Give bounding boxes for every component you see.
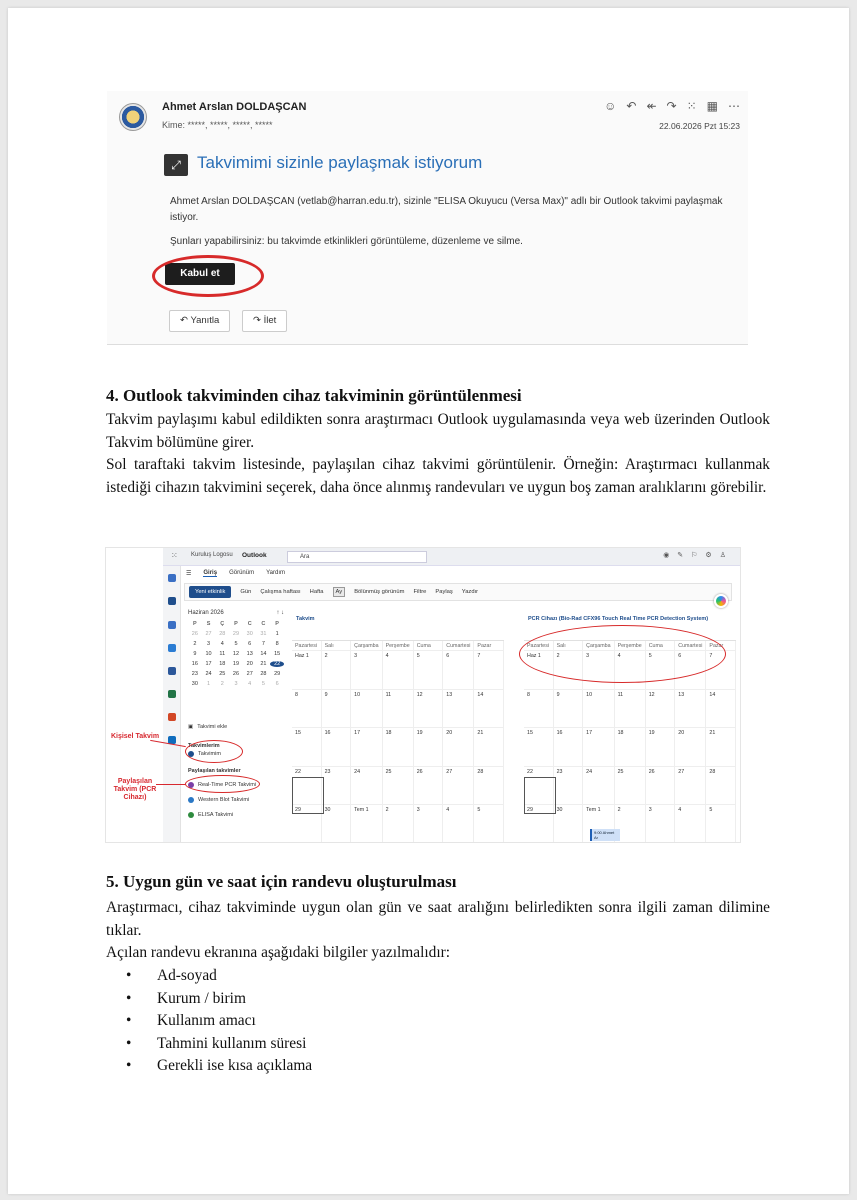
mini-day[interactable]: 24 (205, 671, 212, 677)
weekday-header: Cumartesi (443, 641, 474, 651)
day-cell[interactable]: 3 (646, 805, 676, 843)
reply-button[interactable] (169, 310, 230, 332)
mini-day[interactable]: 27 (205, 631, 212, 637)
weekday-header: Salı (322, 641, 352, 651)
day-cell[interactable]: Tem 1 (351, 805, 382, 843)
day-cell[interactable]: 22 (524, 767, 554, 806)
ribbon-tabs (186, 570, 285, 577)
mini-day[interactable]: 5 (234, 641, 238, 647)
day-cell[interactable]: 2 (383, 805, 414, 843)
reply-arrow-icon: ↶ (180, 315, 191, 326)
day-cell[interactable]: 24 (351, 767, 382, 806)
powerpoint-icon[interactable] (168, 713, 176, 721)
todo-icon[interactable] (168, 644, 176, 652)
day-cell[interactable]: 18 (615, 728, 646, 767)
annotation-arrow (156, 784, 186, 785)
day-cell[interactable]: Haz 1 (524, 651, 554, 690)
copilot-icon[interactable] (714, 594, 728, 608)
mini-day[interactable]: 29 (274, 671, 281, 677)
sender-avatar (119, 103, 147, 131)
topbar-icons[interactable]: ◉✎⚐⚙♙ (663, 552, 734, 559)
mini-day[interactable]: 6 (248, 641, 252, 647)
day-cell[interactable]: 5 (646, 651, 676, 690)
accept-button[interactable]: Kabul et (165, 263, 235, 285)
mini-day[interactable]: 26 (191, 631, 198, 637)
day-cell[interactable]: 23 (322, 767, 352, 806)
mini-day[interactable]: 19 (232, 661, 240, 667)
left-calendar-title: Takvim (296, 616, 315, 622)
day-cell[interactable]: 6 (443, 651, 474, 690)
shared-calendars-header[interactable]: Paylaşılan takvimler (188, 768, 241, 774)
app-name: Outlook (242, 552, 267, 559)
mini-day[interactable]: 22 (270, 661, 284, 667)
highlight-oval (152, 255, 264, 297)
day-cell[interactable]: 3 (583, 651, 614, 690)
day-cell[interactable]: 20 (675, 728, 706, 767)
weekday-label: P (234, 621, 238, 627)
weekday-header: Perşembe (383, 641, 414, 651)
day-cell[interactable]: 29 (292, 805, 322, 843)
mini-day[interactable]: 4 (220, 641, 224, 647)
section5-text (106, 897, 770, 965)
day-cell[interactable]: Haz 1 (292, 651, 322, 690)
email-toolbar (604, 99, 740, 113)
day-cell[interactable]: 8 (292, 690, 322, 729)
reply-all-icon[interactable]: ↞ (646, 99, 657, 113)
reply-icon[interactable]: ↶ (626, 99, 637, 113)
day-view-button[interactable]: Gün (240, 589, 252, 595)
weekday-header: Pazar (706, 641, 736, 651)
day-cell[interactable]: 11 (615, 690, 646, 729)
shared-calendar-western[interactable] (188, 797, 249, 803)
day-cell[interactable]: 15 (292, 728, 322, 767)
mini-day[interactable]: 9 (193, 651, 197, 657)
ribbon-toolbar (184, 583, 732, 601)
list-item: • Ad-soyad (126, 965, 312, 988)
mini-day[interactable]: 17 (205, 661, 212, 667)
list-item: • Gerekli ise kısa açıklama (126, 1055, 312, 1078)
mini-day[interactable]: 13 (246, 651, 253, 657)
tab-home[interactable]: Giriş (203, 570, 218, 576)
day-cell[interactable]: 10 (583, 690, 614, 729)
weekday-header: Çarşamba (583, 641, 614, 651)
day-cell[interactable]: 25 (615, 767, 646, 806)
mini-day[interactable]: 4 (248, 681, 252, 687)
word-icon[interactable] (168, 667, 176, 675)
day-cell[interactable]: 21 (474, 728, 504, 767)
day-cell[interactable]: 12 (414, 690, 444, 729)
mini-day[interactable]: 28 (219, 631, 226, 637)
document-page (8, 8, 849, 1194)
mini-calendar (188, 610, 284, 687)
day-cell[interactable]: 27 (443, 767, 474, 806)
weekday-header: Perşembe (615, 641, 646, 651)
day-cell[interactable]: 2 (615, 805, 646, 843)
day-cell[interactable]: 7 (474, 651, 504, 690)
day-cell[interactable]: 29 (524, 805, 554, 843)
calendar-screenshot (105, 547, 741, 843)
people-icon[interactable] (168, 621, 176, 629)
highlight-oval (519, 625, 726, 683)
day-cell[interactable]: 30 (554, 805, 584, 843)
forward-button[interactable] (242, 310, 287, 332)
add-calendar-button[interactable] (188, 724, 227, 730)
mini-day[interactable]: 25 (219, 671, 226, 677)
shared-calendar-label: Western Blot Takvimi (198, 797, 250, 803)
mini-day[interactable]: 30 (246, 631, 253, 637)
expand-icon: ⤢ (164, 154, 188, 176)
day-cell[interactable]: 9 (554, 690, 584, 729)
section4-p1: Takvim paylaşımı kabul edildikten sonra araştırmacı Outlook uygulamasında veya web üzerinden Outlook Takvim bölümüne girer. (106, 411, 770, 451)
my-calendar-label: Takvimim (198, 751, 221, 757)
mini-day[interactable]: 18 (219, 661, 226, 667)
work-week-button[interactable]: Çalışma haftası (260, 589, 301, 595)
day-cell[interactable]: 12 (646, 690, 676, 729)
day-cell[interactable]: 27 (675, 767, 706, 806)
menu-icon[interactable]: ☰ (186, 571, 192, 577)
day-cell[interactable]: 25 (383, 767, 414, 806)
day-cell[interactable]: 17 (351, 728, 382, 767)
my-calendars-header[interactable]: Takvimlerim (188, 743, 220, 749)
checked-icon (188, 797, 194, 803)
personal-calendar-label: Kişisel Takvim (110, 733, 160, 740)
day-cell[interactable]: 23 (554, 767, 584, 806)
filter-button[interactable]: Filtre (413, 589, 427, 595)
event-chip[interactable]: 9:00 Ahmet Ar (590, 829, 620, 841)
day-cell[interactable]: 15 (524, 728, 554, 767)
mini-day[interactable]: 2 (220, 681, 224, 687)
apps-icon[interactable]: ⁙ (686, 99, 697, 113)
day-cell[interactable]: 13 (675, 690, 706, 729)
day-cell[interactable]: 4 (383, 651, 414, 690)
weekday-header: Cuma (646, 641, 676, 651)
shared-calendar-label: ELISA Takvimi (198, 812, 234, 818)
day-cell[interactable]: 3 (414, 805, 444, 843)
day-cell[interactable]: 13 (443, 690, 474, 729)
day-cell[interactable]: 5 (414, 651, 444, 690)
email-recipients: Kime: *****, *****, *****, ***** (162, 120, 273, 130)
section4-p2: Sol taraftaki takvim listesinde, paylaşılan cihaz takvimi görüntülenir. Örneğin: Araştırmacı kullanmak istediği cihazın takvimini seçerek, daha önce alınmış randevuları ve uygun boş zaman aralıklarını görebilir. (106, 456, 770, 496)
mini-day[interactable]: 27 (246, 671, 253, 677)
weekday-header: Pazar (474, 641, 504, 651)
search-input[interactable]: Ara (287, 551, 427, 563)
day-cell[interactable]: 2 (322, 651, 352, 690)
org-logo: Kuruluş Logosu (191, 552, 233, 558)
email-title: Takvimimi sizinle paylaşmak istiyorum (197, 153, 483, 172)
mini-day[interactable]: 12 (232, 651, 240, 657)
day-cell[interactable]: 17 (583, 728, 614, 767)
weekday-label: P (275, 621, 279, 627)
day-cell[interactable]: 4 (675, 805, 706, 843)
day-cell[interactable]: 26 (646, 767, 676, 806)
day-cell[interactable]: 19 (646, 728, 676, 767)
day-cell[interactable]: 16 (322, 728, 352, 767)
day-cell[interactable]: 16 (554, 728, 584, 767)
mini-day[interactable]: 3 (234, 681, 238, 687)
left-app-rail (163, 566, 181, 842)
mini-day[interactable]: 5 (261, 681, 265, 687)
day-cell[interactable]: 5 (706, 805, 736, 843)
mini-day[interactable]: 26 (232, 671, 240, 677)
mini-day[interactable]: 1 (275, 631, 279, 637)
list-item: • Kurum / birim (126, 988, 312, 1011)
new-event-button[interactable]: Yeni etkinlik (189, 586, 231, 598)
shared-calendar-elisa[interactable] (188, 812, 233, 818)
mini-day[interactable]: 7 (261, 641, 265, 647)
mini-day[interactable]: 20 (246, 661, 253, 667)
print-button[interactable]: Yazdır (461, 589, 479, 595)
weekday-label: C (261, 621, 266, 627)
mini-day[interactable]: 1 (207, 681, 211, 687)
mini-day[interactable]: 21 (260, 661, 267, 667)
day-cell[interactable]: 28 (474, 767, 504, 806)
right-calendar-title: PCR Cihazı (Bio-Rad CFX96 Touch Real Time PCR Detection System) (528, 616, 709, 622)
selected-day-box (524, 777, 556, 814)
section5-heading: 5. Uygun gün ve saat için randevu oluşturulması (106, 872, 457, 891)
mini-day[interactable]: 31 (260, 631, 267, 637)
month-nav-icons[interactable]: ↑ ↓ (276, 610, 284, 616)
forward-label: İlet (263, 315, 277, 326)
tab-view[interactable]: Görünüm (229, 570, 255, 576)
week-view-button[interactable]: Hafta (309, 589, 324, 595)
email-screenshot (107, 91, 748, 345)
day-cell[interactable]: 4 (615, 651, 646, 690)
mini-calendar-grid (188, 621, 284, 687)
day-cell[interactable]: 7 (706, 651, 736, 690)
day-cell[interactable]: Tem 1 (583, 805, 614, 843)
day-cell[interactable]: 14 (706, 690, 736, 729)
mini-day[interactable]: 16 (191, 661, 198, 667)
day-cell[interactable]: 20 (443, 728, 474, 767)
day-cell[interactable]: 18 (383, 728, 414, 767)
weekday-header: Çarşamba (351, 641, 382, 651)
reply-label: Yanıtla (190, 315, 220, 326)
weekday-header: Pazartesi (524, 641, 554, 651)
weekday-label: Ç (220, 621, 225, 627)
mini-day[interactable]: 29 (232, 631, 240, 637)
checked-icon (188, 812, 194, 818)
mini-day[interactable]: 11 (219, 651, 226, 657)
weekday-header: Cuma (414, 641, 444, 651)
calendar-icon[interactable] (168, 597, 176, 605)
mini-day[interactable]: 6 (275, 681, 279, 687)
section4-text (106, 409, 770, 499)
share-button[interactable]: Paylaş (435, 589, 453, 595)
calendar-topbar (163, 548, 740, 566)
email-body: Ahmet Arslan DOLDAŞCAN (vetlab@harran.edu.tr), sizinle "ELISA Okuyucu (Versa Max)" adlı bir Outlook takvimi paylaşmak istiyor. (170, 196, 723, 223)
mail-icon[interactable] (168, 574, 176, 582)
day-cell[interactable]: 6 (675, 651, 706, 690)
email-permissions: Şunları yapabilirsiniz: bu takvimde etkinlikleri görüntüleme, düzenleme ve silme. (170, 236, 523, 247)
day-cell[interactable]: 10 (351, 690, 382, 729)
weekday-header: Cumartesi (675, 641, 706, 651)
day-cell[interactable]: 22 (292, 767, 322, 806)
section5-p2: Açılan randevu ekranına aşağıdaki bilgiler yazılmalıdır: (106, 944, 451, 962)
selected-day-box (292, 777, 324, 814)
day-cell[interactable]: 26 (414, 767, 444, 806)
section5-p1: Araştırmacı, cihaz takviminde uygun olan gün ve saat aralığını belirledikten sonra ilgili zaman dilimine tıklar. (106, 899, 770, 939)
mini-day[interactable]: 23 (191, 671, 198, 677)
shared-calendar-label: Real-Time PCR Takvimi (198, 782, 257, 788)
day-cell[interactable]: 4 (443, 805, 474, 843)
day-cell[interactable]: 28 (706, 767, 736, 806)
list-item: • Kullanım amacı (126, 1010, 312, 1033)
app-launcher-icon[interactable]: ⁙ (171, 551, 178, 560)
grid-icon[interactable]: ▦ (706, 99, 718, 113)
mini-day[interactable]: 10 (205, 651, 212, 657)
emoji-icon[interactable]: ☺ (604, 99, 617, 113)
more-icon[interactable]: ⋯ (728, 99, 740, 113)
highlight-oval (185, 740, 243, 763)
mini-day[interactable]: 15 (274, 651, 281, 657)
weekday-header: Salı (554, 641, 584, 651)
mini-day[interactable]: 2 (193, 641, 197, 647)
day-cell[interactable]: 8 (524, 690, 554, 729)
tab-help[interactable]: Yardım (266, 570, 285, 576)
day-cell[interactable]: 3 (351, 651, 382, 690)
day-cell[interactable]: 9 (322, 690, 352, 729)
list-item: • Tahmini kullanım süresi (126, 1033, 312, 1056)
mini-day[interactable]: 3 (207, 641, 211, 647)
highlight-oval (185, 775, 260, 793)
forward-icon[interactable]: ↷ (666, 99, 677, 113)
month-label: Haziran 2026 (188, 610, 224, 616)
forward-arrow-icon: ↷ (253, 315, 264, 326)
email-date: 22.06.2026 Pzt 15:23 (659, 121, 740, 131)
add-calendar-icon: ▣ (188, 724, 194, 730)
weekday-label: C (247, 621, 252, 627)
day-cell[interactable]: 5 (474, 805, 504, 843)
day-cell[interactable]: 2 (554, 651, 584, 690)
day-cell[interactable]: 11 (383, 690, 414, 729)
shared-calendar-label-annotation: Paylaşılan Takvim (PCR Cihazı) (113, 778, 157, 801)
section4-heading: 4. Outlook takviminden cihaz takviminin görüntülenmesi (106, 386, 522, 405)
required-info-list (126, 965, 312, 1078)
split-view-button[interactable]: Bölünmüş görünüm (354, 589, 405, 595)
day-cell[interactable]: 14 (474, 690, 504, 729)
day-cell[interactable]: 21 (706, 728, 736, 767)
weekday-label: S (206, 621, 211, 627)
excel-icon[interactable] (168, 690, 176, 698)
weekday-header: Pazartesi (292, 641, 322, 651)
weekday-label: P (193, 621, 197, 627)
day-cell[interactable]: 24 (583, 767, 614, 806)
email-sender: Ahmet Arslan DOLDAŞCAN (162, 101, 307, 113)
day-cell[interactable]: 30 (322, 805, 352, 843)
add-calendar-label: Takvimi ekle (197, 724, 228, 730)
mini-day[interactable]: 30 (191, 681, 198, 687)
mini-day[interactable]: 14 (260, 651, 267, 657)
day-cell[interactable]: 19 (414, 728, 444, 767)
mini-day[interactable]: 8 (275, 641, 279, 647)
month-view-button[interactable]: Ay (333, 587, 346, 597)
mini-day[interactable]: 28 (260, 671, 267, 677)
